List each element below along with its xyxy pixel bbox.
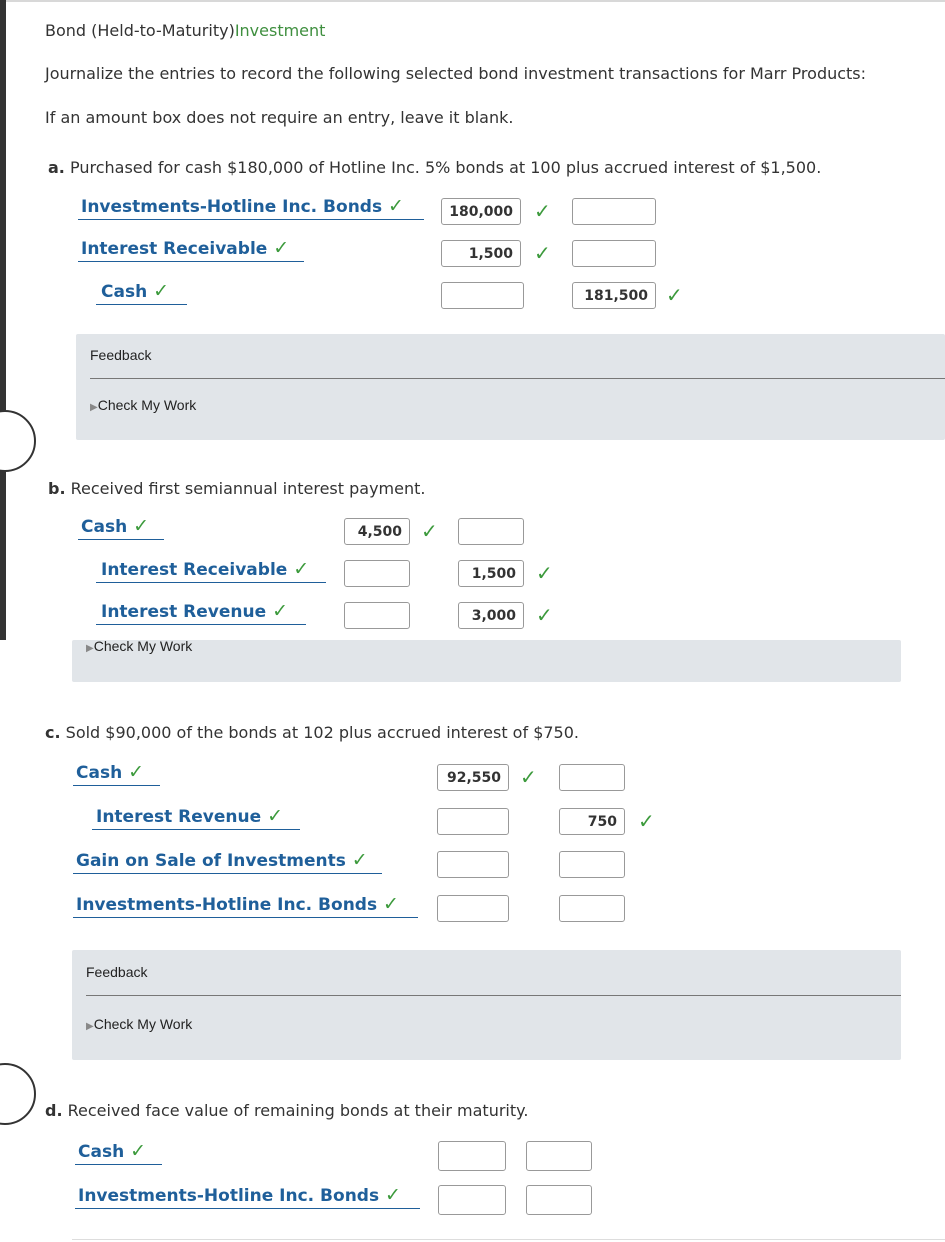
check-icon: ✓ <box>666 283 683 307</box>
check-my-work-link[interactable]: ▶Check My Work <box>86 638 193 654</box>
check-icon: ✓ <box>267 805 283 827</box>
account-select-d2[interactable]: Investments-Hotline Inc. Bonds ✓ <box>75 1184 420 1209</box>
credit-input-c4[interactable] <box>559 895 625 922</box>
section-b-text: Received first semiannual interest payment. <box>70 479 426 498</box>
debit-input-c3[interactable] <box>437 851 509 878</box>
bottom-divider <box>72 1239 945 1240</box>
credit-input-a3[interactable]: 181,500 <box>572 282 656 309</box>
debit-input-c2[interactable] <box>437 808 509 835</box>
section-b-prompt <box>48 479 425 498</box>
feedback-label: Feedback <box>86 964 148 980</box>
debit-input-d1[interactable] <box>438 1141 506 1171</box>
triangle-right-icon: ▶ <box>86 1021 94 1032</box>
debit-input-c4[interactable] <box>437 895 509 922</box>
check-icon: ✓ <box>536 603 553 627</box>
left-edge-bar <box>0 0 6 640</box>
section-d-prompt <box>45 1101 528 1120</box>
account-select-c4[interactable]: Investments-Hotline Inc. Bonds ✓ <box>73 893 418 918</box>
check-icon: ✓ <box>153 280 170 302</box>
feedback-divider <box>90 378 945 379</box>
credit-input-c1[interactable] <box>559 764 625 791</box>
credit-input-d1[interactable] <box>526 1141 592 1171</box>
nav-prev-button[interactable] <box>0 1063 36 1125</box>
page-title <box>45 21 325 40</box>
feedback-panel-c <box>72 950 901 1060</box>
account-select-d1[interactable]: Cash ✓ <box>75 1140 162 1165</box>
feedback-panel-a <box>76 334 945 440</box>
check-icon: ✓ <box>638 809 655 833</box>
credit-input-c3[interactable] <box>559 851 625 878</box>
account-select-b2[interactable]: Interest Receivable ✓ <box>96 558 326 583</box>
instruction-text: Journalize the entries to record the following selected bond investment transactions for Marr Products: <box>45 64 867 83</box>
account-select-a3[interactable]: Cash ✓ <box>96 280 187 305</box>
section-c-letter: c. <box>45 723 61 742</box>
account-select-a1[interactable]: Investments-Hotline Inc. Bonds ✓ <box>78 195 424 220</box>
debit-input-a1[interactable]: 180,000 <box>441 198 521 225</box>
title-text: Bond (Held-to-Maturity) <box>45 21 235 40</box>
check-my-work-link[interactable]: ▶Check My Work <box>86 1016 193 1032</box>
credit-input-a1[interactable] <box>572 198 656 225</box>
credit-input-b2[interactable]: 1,500 <box>458 560 524 587</box>
debit-input-b3[interactable] <box>344 602 410 629</box>
credit-input-b3[interactable]: 3,000 <box>458 602 524 629</box>
account-select-a2[interactable]: Interest Receivable ✓ <box>78 237 304 262</box>
check-icon: ✓ <box>130 1140 147 1162</box>
check-icon: ✓ <box>383 893 399 915</box>
account-select-c1[interactable]: Cash ✓ <box>73 761 160 786</box>
section-d-letter: d. <box>45 1101 63 1120</box>
top-border <box>0 0 945 2</box>
check-icon: ✓ <box>293 558 310 580</box>
nav-prev-button[interactable] <box>0 410 36 472</box>
debit-input-a3[interactable] <box>441 282 524 309</box>
check-icon: ✓ <box>133 515 150 537</box>
credit-input-d2[interactable] <box>526 1185 592 1215</box>
triangle-right-icon: ▶ <box>90 402 98 413</box>
check-icon: ✓ <box>272 600 288 622</box>
check-icon: ✓ <box>351 849 368 871</box>
check-icon: ✓ <box>128 761 145 783</box>
account-select-c3[interactable]: Gain on Sale of Investments ✓ <box>73 849 382 874</box>
debit-input-a2[interactable]: 1,500 <box>441 240 521 267</box>
account-select-c2[interactable]: Interest Revenue ✓ <box>92 805 300 830</box>
account-select-b3[interactable]: Interest Revenue ✓ <box>96 600 306 625</box>
check-icon: ✓ <box>385 1184 401 1206</box>
check-icon: ✓ <box>534 199 551 223</box>
section-a-prompt <box>48 158 821 177</box>
feedback-panel-b <box>72 640 901 682</box>
feedback-divider <box>86 995 901 996</box>
check-icon: ✓ <box>534 241 551 265</box>
debit-input-b2[interactable] <box>344 560 410 587</box>
check-icon: ✓ <box>421 519 438 543</box>
title-link[interactable]: Investment <box>234 21 326 40</box>
check-icon: ✓ <box>536 561 553 585</box>
section-a-text: Purchased for cash $180,000 of Hotline Inc. 5% bonds at 100 plus accrued interest of $1,500. <box>69 158 822 177</box>
debit-input-d2[interactable] <box>438 1185 506 1215</box>
debit-input-b1[interactable]: 4,500 <box>344 518 410 545</box>
credit-input-b1[interactable] <box>458 518 524 545</box>
check-my-work-link[interactable]: ▶Check My Work <box>90 397 197 413</box>
section-c-prompt <box>45 723 579 742</box>
triangle-right-icon: ▶ <box>86 643 94 654</box>
section-b-letter: b. <box>48 479 66 498</box>
check-icon: ✓ <box>388 195 404 217</box>
section-d-text: Received face value of remaining bonds at their maturity. <box>67 1101 529 1120</box>
blank-note: If an amount box does not require an entry, leave it blank. <box>45 108 514 127</box>
feedback-label: Feedback <box>90 347 152 363</box>
credit-input-c2[interactable]: 750 <box>559 808 625 835</box>
section-a-letter: a. <box>48 158 65 177</box>
section-c-text: Sold $90,000 of the bonds at 102 plus accrued interest of $750. <box>65 723 579 742</box>
check-icon: ✓ <box>273 237 290 259</box>
debit-input-c1[interactable]: 92,550 <box>437 764 509 791</box>
check-icon: ✓ <box>520 765 537 789</box>
account-select-b1[interactable]: Cash ✓ <box>78 515 164 540</box>
credit-input-a2[interactable] <box>572 240 656 267</box>
